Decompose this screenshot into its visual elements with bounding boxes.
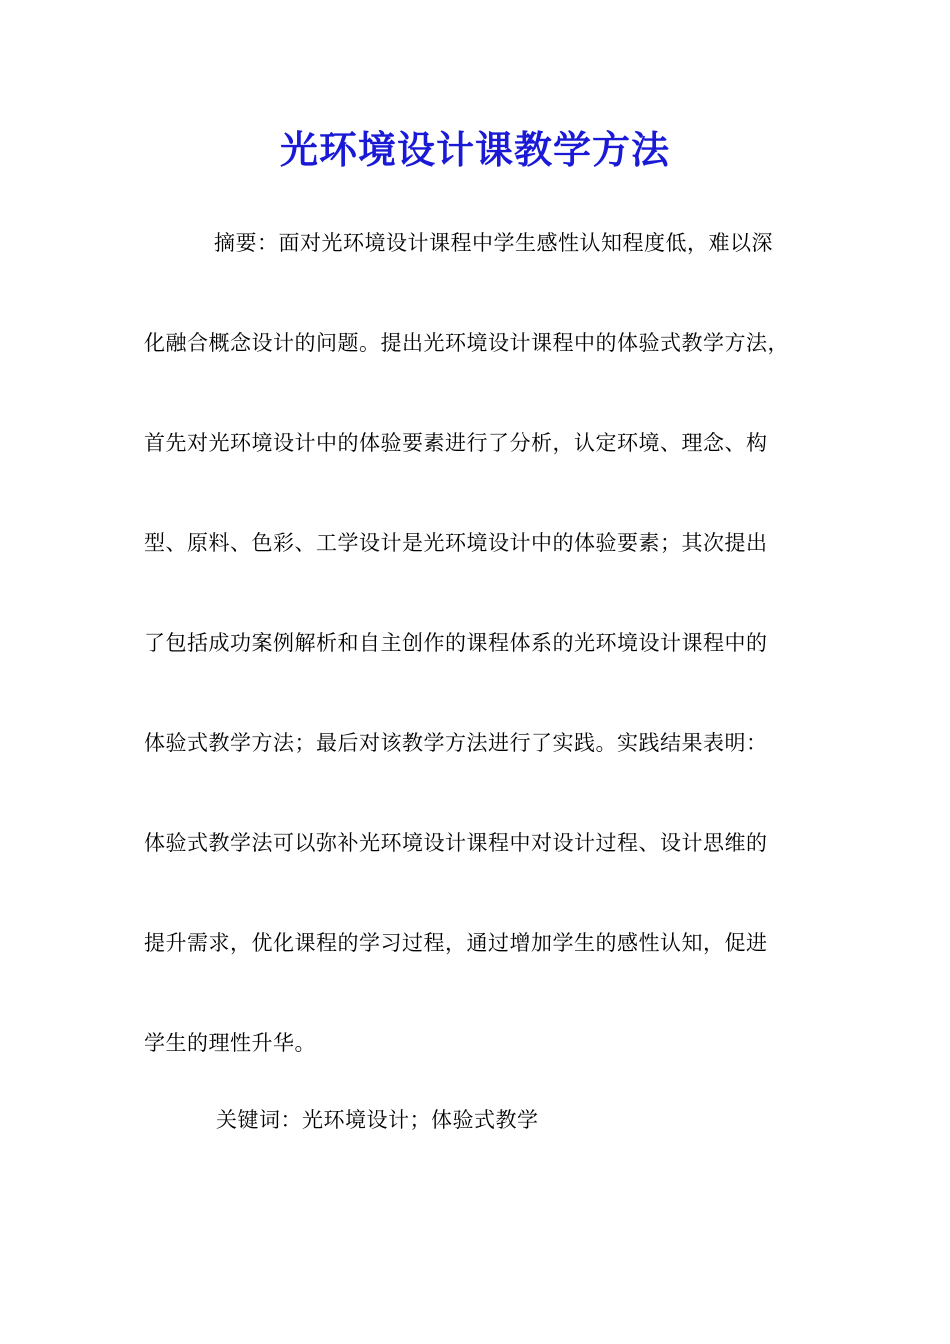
abstract-line: 学生的理性升华。 [144,1031,316,1055]
abstract-line: 摘要：面对光环境设计课程中学生感性认知程度低，难以深 [214,231,773,255]
abstract-line: 首先对光环境设计中的体验要素进行了分析，认定环境、理念、构 [144,431,768,455]
abstract-line: 提升需求，优化课程的学习过程，通过增加学生的感性认知，促进 [144,931,768,955]
abstract-section [144,214,824,1114]
abstract-line: 体验式教学方法；最后对该教学方法进行了实践。实践结果表明： [144,731,768,755]
keywords-line: 关键词：光环境设计；体验式教学 [216,1108,539,1132]
abstract-line: 了包括成功案例解析和自主创作的课程体系的光环境设计课程中的 [144,631,768,655]
abstract-line: 型、原料、色彩、工学设计是光环境设计中的体验要素；其次提出 [144,531,768,555]
abstract-line: 化融合概念设计的问题。提出光环境设计课程中的体验式教学方法， [144,331,789,355]
document-title: 光环境设计课教学方法 [279,127,670,172]
abstract-line: 体验式教学法可以弥补光环境设计课程中对设计过程、设计思维的 [144,831,768,855]
